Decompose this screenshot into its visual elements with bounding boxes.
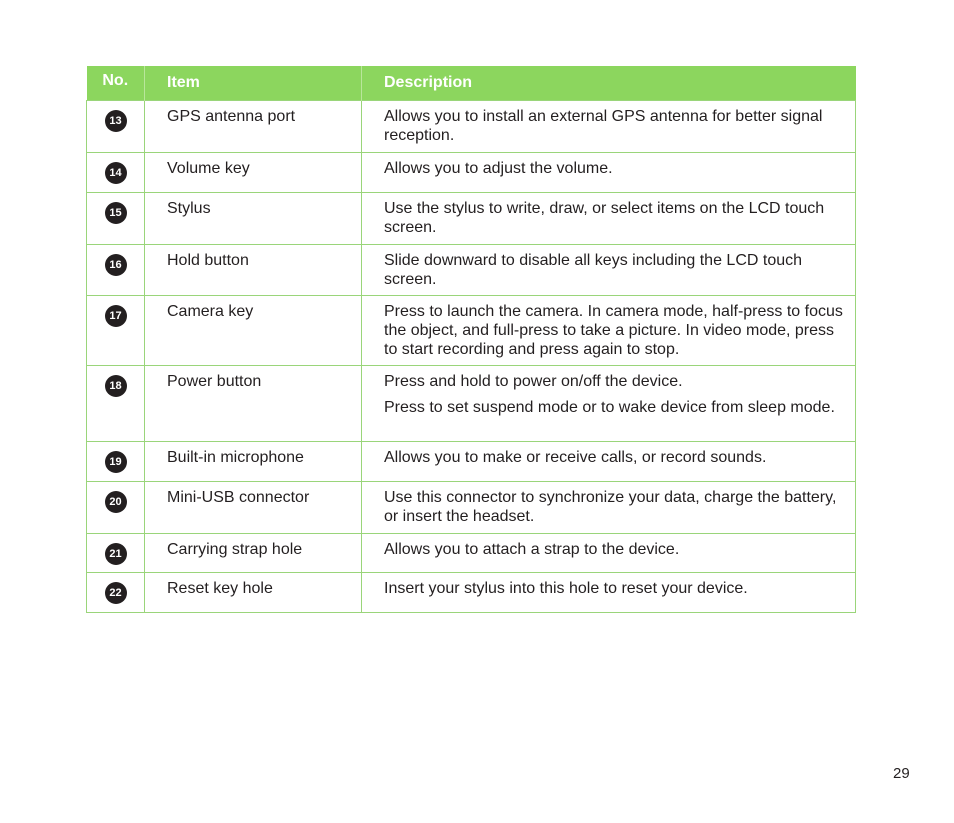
item-description bbox=[362, 441, 856, 481]
number-badge-icon: 16 bbox=[105, 254, 127, 276]
item-description bbox=[362, 100, 856, 152]
header-item: Item bbox=[145, 66, 362, 100]
item-name: Power button bbox=[145, 365, 362, 441]
item-description bbox=[362, 481, 856, 533]
description-paragraph: Slide downward to disable all keys including the LCD touch screen. bbox=[384, 251, 803, 288]
item-description bbox=[362, 192, 856, 244]
row-number-cell bbox=[87, 192, 145, 244]
page-number: 29 bbox=[893, 765, 910, 782]
number-badge-icon: 18 bbox=[105, 375, 127, 397]
item-description bbox=[362, 572, 856, 612]
row-number-cell bbox=[87, 533, 145, 572]
number-badge-icon: 14 bbox=[105, 162, 127, 184]
description-paragraph: Allows you to attach a strap to the device. bbox=[384, 540, 680, 558]
description-paragraph: Press and hold to power on/off the device. bbox=[384, 372, 683, 390]
description-paragraph: Allows you to adjust the volume. bbox=[384, 159, 613, 177]
item-description bbox=[362, 244, 856, 295]
table-header-row bbox=[87, 66, 856, 100]
header-description: Description bbox=[362, 66, 856, 100]
row-number-cell bbox=[87, 481, 145, 533]
number-badge-icon: 13 bbox=[105, 110, 127, 132]
number-badge-icon: 20 bbox=[105, 491, 127, 513]
row-number-cell bbox=[87, 441, 145, 481]
row-number-cell bbox=[87, 365, 145, 441]
table-row bbox=[87, 365, 856, 441]
item-name: Mini-USB connector bbox=[145, 481, 362, 533]
description-paragraph: Allows you to make or receive calls, or record sounds. bbox=[384, 448, 767, 466]
table-row bbox=[87, 533, 856, 572]
table-row bbox=[87, 100, 856, 152]
description-paragraph: Press to launch the camera. In camera mode, half-press to focus the object, and full-press to take a picture. In video mode, press to start recording and press again to stop. bbox=[384, 302, 843, 358]
item-name: Stylus bbox=[145, 192, 362, 244]
table-row bbox=[87, 481, 856, 533]
item-name: GPS antenna port bbox=[145, 100, 362, 152]
description-paragraph: Allows you to install an external GPS antenna for better signal reception. bbox=[384, 107, 823, 144]
row-number-cell bbox=[87, 572, 145, 612]
item-description bbox=[362, 152, 856, 192]
header-no: No. bbox=[87, 66, 145, 100]
item-name: Reset key hole bbox=[145, 572, 362, 612]
description-paragraph: Use the stylus to write, draw, or select items on the LCD touch screen. bbox=[384, 199, 825, 236]
table-row bbox=[87, 244, 856, 295]
number-badge-icon: 17 bbox=[105, 305, 127, 327]
table-row bbox=[87, 572, 856, 612]
description-paragraph: Press to set suspend mode or to wake device from sleep mode. bbox=[384, 398, 835, 416]
number-badge-icon: 21 bbox=[105, 543, 127, 565]
row-number-cell bbox=[87, 295, 145, 365]
description-paragraph: Use this connector to synchronize your data, charge the battery, or insert the headset. bbox=[384, 488, 837, 525]
item-name: Hold button bbox=[145, 244, 362, 295]
item-name: Camera key bbox=[145, 295, 362, 365]
number-badge-icon: 22 bbox=[105, 582, 127, 604]
row-number-cell bbox=[87, 152, 145, 192]
item-name: Carrying strap hole bbox=[145, 533, 362, 572]
row-number-cell bbox=[87, 244, 145, 295]
item-description bbox=[362, 295, 856, 365]
description-paragraph: Insert your stylus into this hole to reset your device. bbox=[384, 579, 748, 597]
table-row bbox=[87, 152, 856, 192]
table-row bbox=[87, 441, 856, 481]
components-table bbox=[86, 66, 856, 613]
number-badge-icon: 15 bbox=[105, 202, 127, 224]
item-name: Built-in microphone bbox=[145, 441, 362, 481]
number-badge-icon: 19 bbox=[105, 451, 127, 473]
item-description bbox=[362, 365, 856, 441]
row-number-cell bbox=[87, 100, 145, 152]
item-name: Volume key bbox=[145, 152, 362, 192]
item-description bbox=[362, 533, 856, 572]
table-body bbox=[87, 100, 856, 612]
table-row bbox=[87, 192, 856, 244]
table-row bbox=[87, 295, 856, 365]
